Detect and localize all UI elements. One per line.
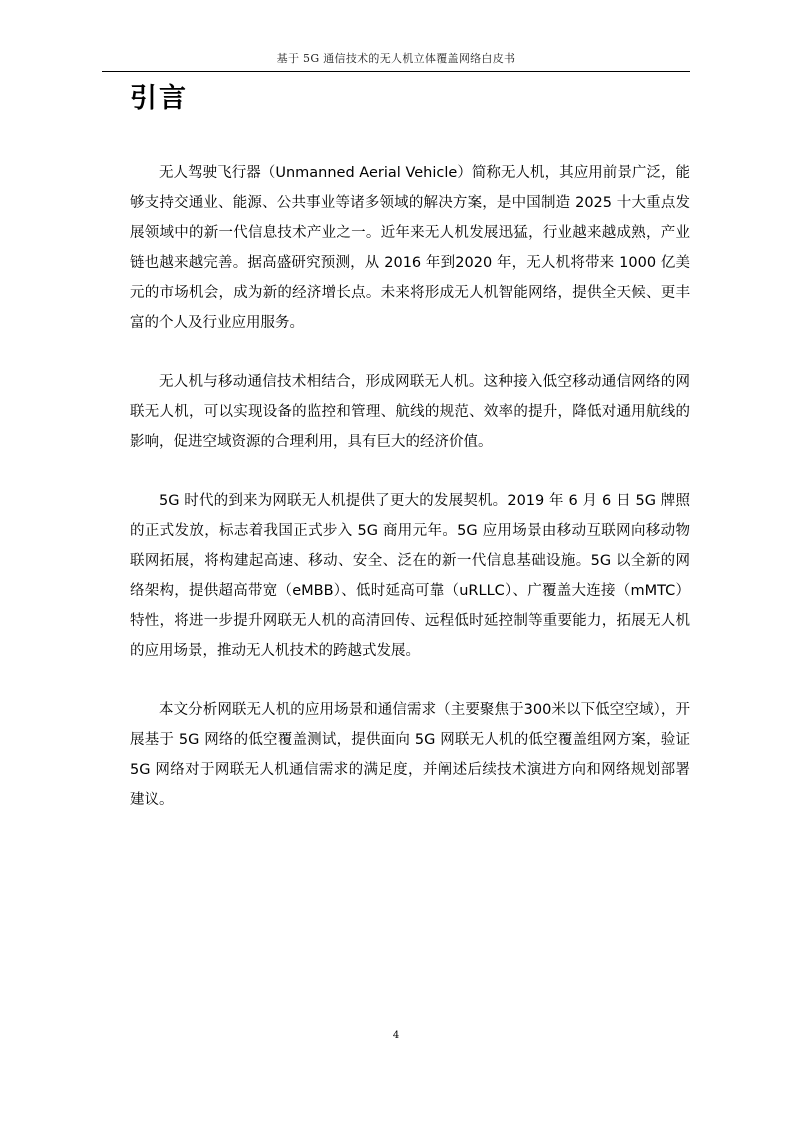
paragraph-scope: 本文分析网联无人机的应用场景和通信需求（主要聚焦于300米以下低空空域），开展基于 5G 网络的低空覆盖测试，提供面向 5G 网联无人机的低空覆盖组网方案，验证 5G 网络对于网联无人机通信需求的满足度，并阐述后续技术演进方向和网络规划部署建议。 (130, 702, 690, 808)
paragraph-5g-era: 5G 时代的到来为网联无人机提供了更大的发展契机。2019 年 6 月 6 日 5G 牌照的正式发放，标志着我国正式步入 5G 商用元年。5G 应用场景由移动互联网向移动物联网拓展，将构建起高速、移动、安全、泛在的新一代信息基础设施。5G 以全新的网络架构，提供超高带宽（eMBB）、低时延高可靠（uRLLC）、广覆盖大连接（mMTC）特性，将进一步提升网联无人机的高清回传、远程低时延控制等重要能力，拓展无人机的应用场景，推动无人机技术的跨越式发展。 (130, 493, 690, 659)
body-text (130, 158, 690, 844)
page-number: 4 (392, 1030, 400, 1041)
page-title: 引言 (130, 83, 188, 114)
header-divider (102, 71, 690, 72)
paragraph-connected-uav: 无人机与移动通信技术相结合，形成网联无人机。这种接入低空移动通信网络的网联无人机，可以实现设备的监控和管理、航线的规范、效率的提升，降低对通用航线的影响，促进空域资源的合理利用，具有巨大的经济价值。 (130, 374, 690, 450)
running-header: 基于 5G 通信技术的无人机立体覆盖网络白皮书 (276, 52, 516, 65)
paragraph-intro-uav: 无人驾驶飞行器（Unmanned Aerial Vehicle）简称无人机，其应用前景广泛，能够支持交通业、能源、公共事业等诸多领域的解决方案，是中国制造 2025 十大重点发展领域中的新一代信息技术产业之一。近年来无人机发展迅猛，行业越来越成熟，产业链也越来越完善。据高盛研究预测，从 2016 年到2020 年，无人机将带来 1000 亿美元的市场机会，成为新的经济增长点。未来将形成无人机智能网络，提供全天候、更丰富的个人及行业应用服务。 (130, 165, 690, 331)
